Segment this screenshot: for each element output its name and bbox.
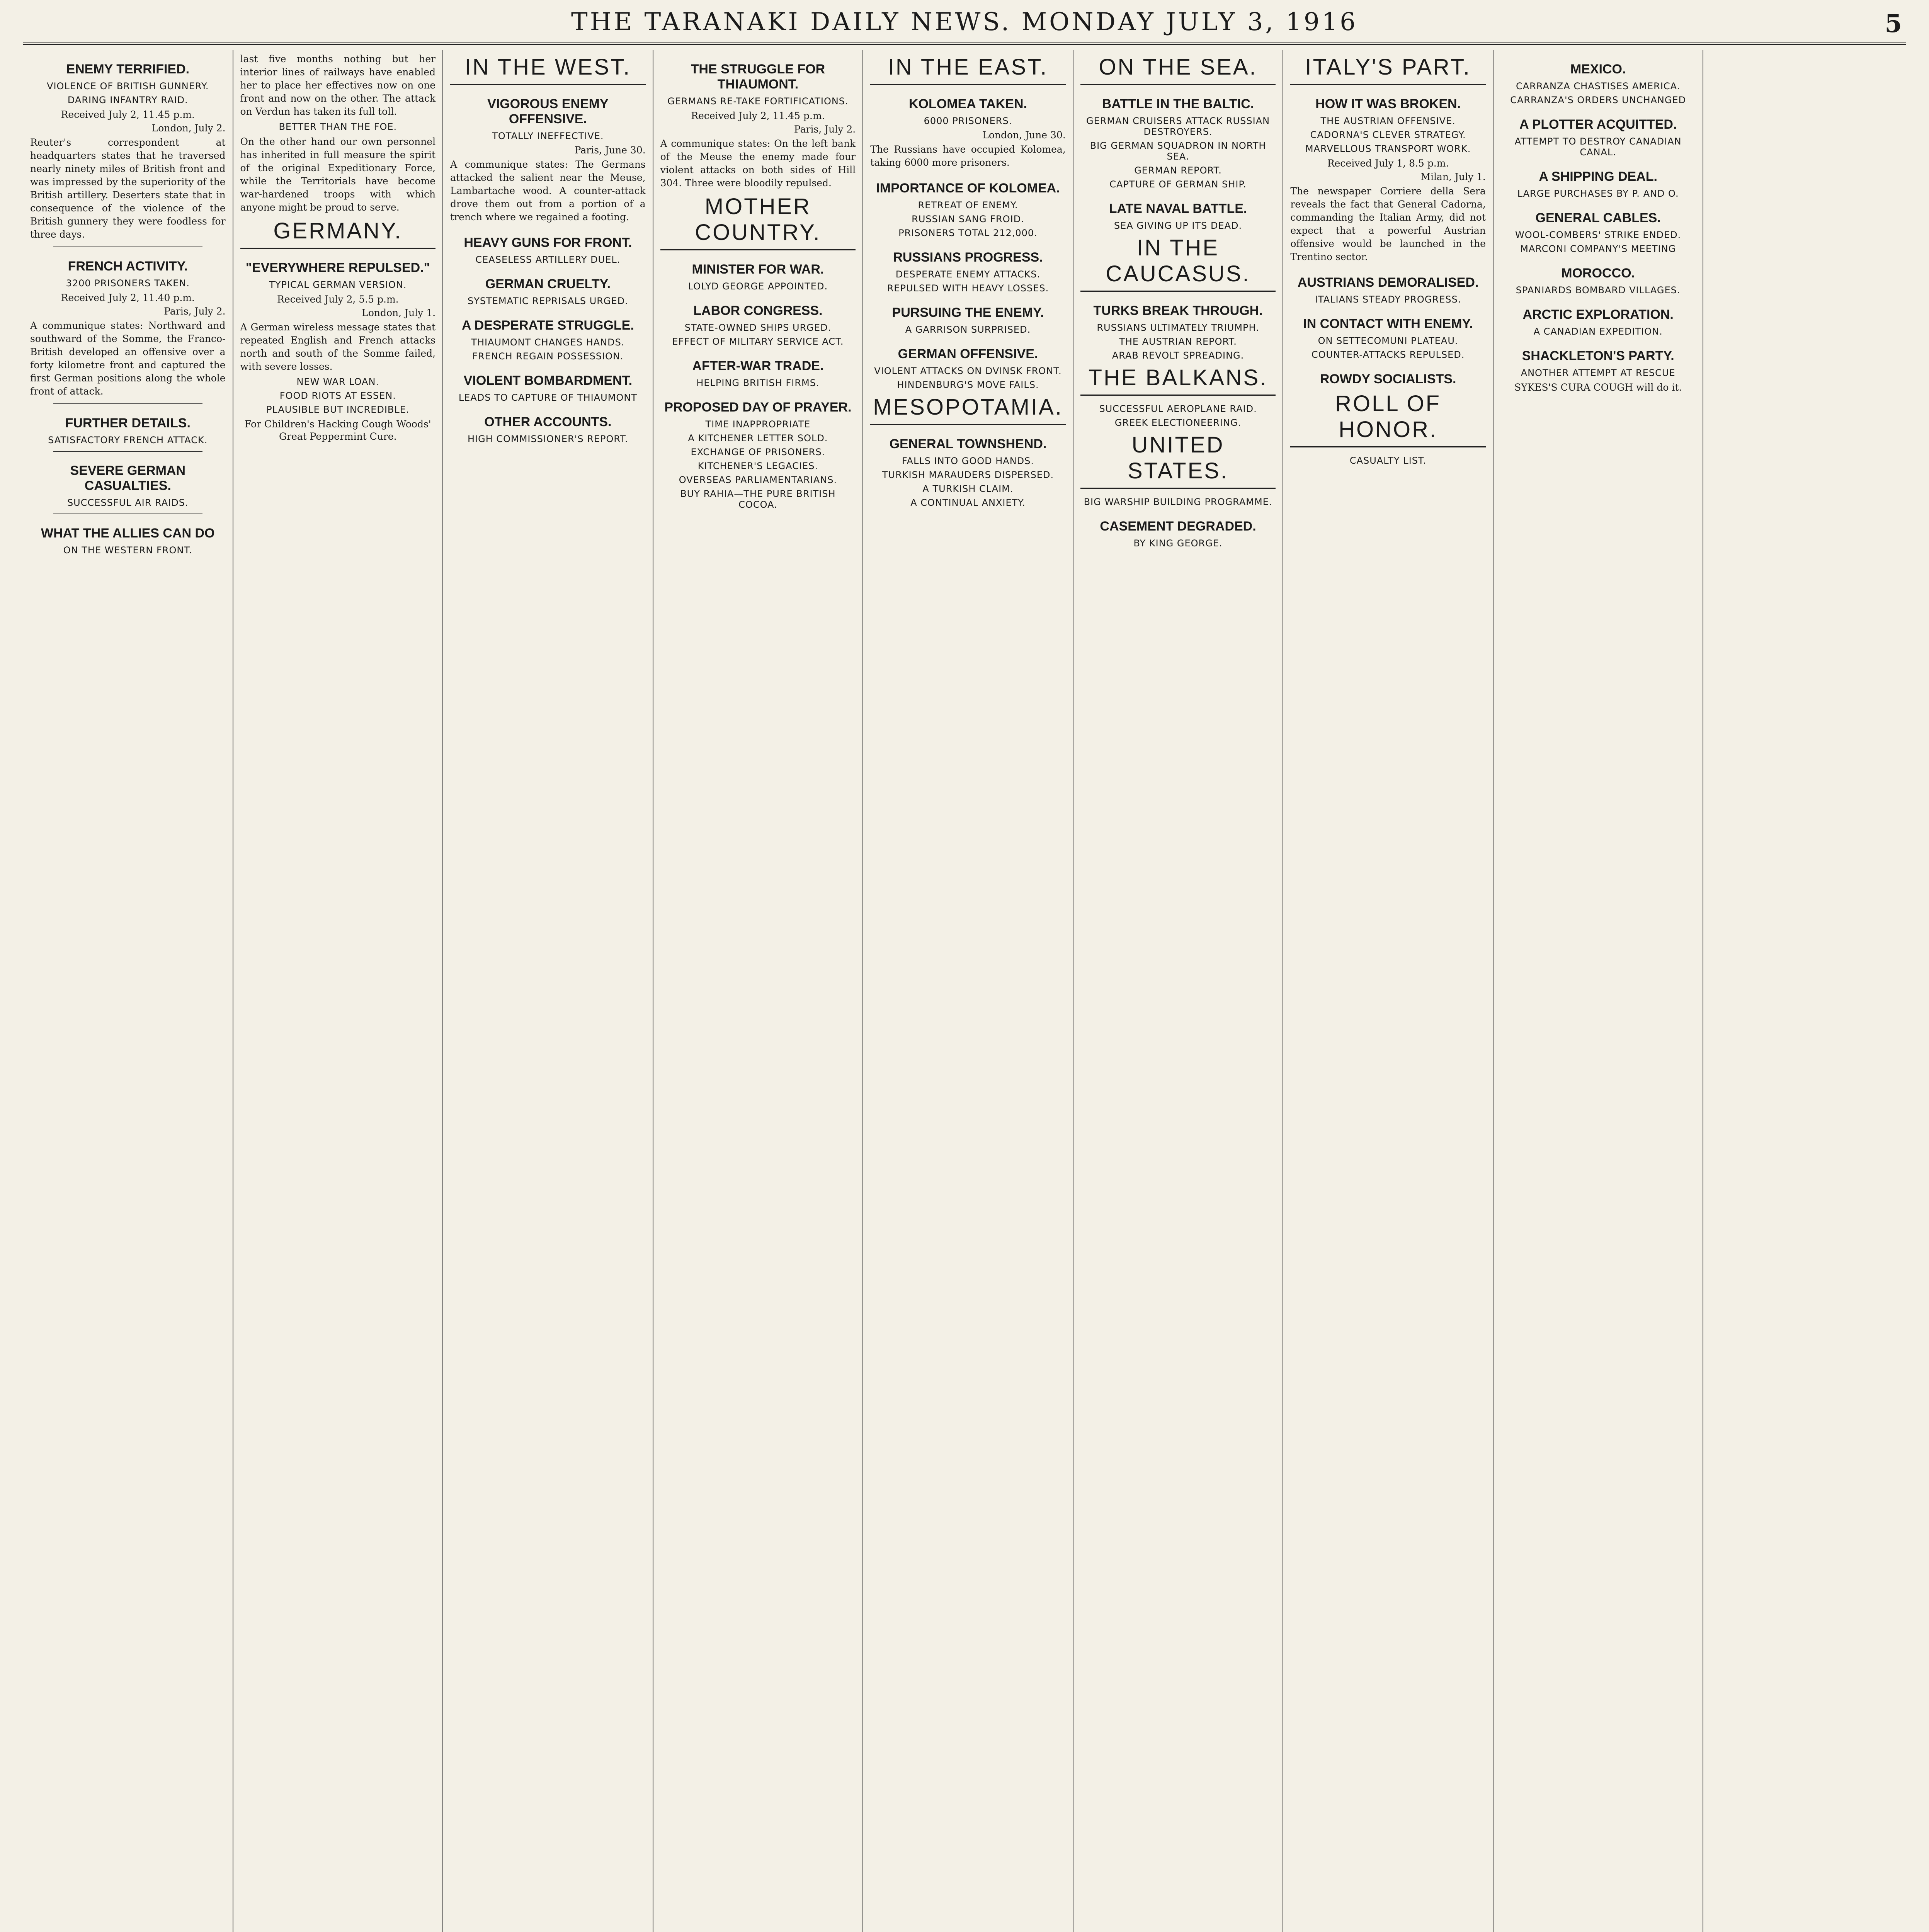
headline: A SHIPPING DEAL. (1539, 169, 1657, 184)
place-line: Paris, July 2. (794, 124, 856, 135)
subheadline: DESPERATE ENEMY ATTACKS. (895, 269, 1041, 280)
subheadline: LARGE PURCHASES BY P. AND O. (1517, 188, 1679, 199)
newspaper-title: THE TARANAKI DAILY NEWS. MONDAY JULY 3, 1916 (571, 8, 1358, 36)
headline: AFTER-WAR TRADE. (692, 359, 824, 373)
subheadline: COUNTER-ATTACKS REPULSED. (1311, 349, 1465, 360)
section-heading: IN THE EAST. (870, 54, 1066, 85)
place-line: Paris, July 2. (164, 306, 226, 317)
subheadline: TYPICAL GERMAN VERSION. (269, 279, 407, 290)
subheadline: 3200 PRISONERS TAKEN. (66, 278, 190, 289)
place-line: Paris, June 30. (574, 145, 646, 156)
subheadline: SEA GIVING UP ITS DEAD. (1114, 220, 1242, 231)
headline: LABOR CONGRESS. (693, 303, 823, 318)
subheadline: ON THE WESTERN FRONT. (63, 545, 192, 556)
headline: VIGOROUS ENEMY OFFENSIVE. (487, 97, 609, 126)
section-heading: GERMANY. (240, 218, 436, 249)
subheadline: MARVELLOUS TRANSPORT WORK. (1305, 143, 1471, 154)
headline: ROWDY SOCIALISTS. (1320, 372, 1456, 386)
subheadline: 6000 PRISONERS. (924, 116, 1012, 126)
section-heading: ITALY'S PART. (1290, 54, 1486, 85)
article-body: A communique states: The Germans attacked the salient near the Meuse, Lambartache wood. A counter-attack drove them out from a portion of a trench where we regained a footing. (450, 159, 646, 223)
dateline: Received July 2, 11.40 p.m. (61, 292, 195, 303)
subheadline: TURKISH MARAUDERS DISPERSED. (882, 469, 1054, 480)
column-2 (233, 50, 444, 1932)
subheadline: CARRANZA CHASTISES AMERICA. (1516, 81, 1681, 92)
headline: CASEMENT DEGRADED. (1100, 519, 1256, 534)
subheadline: RUSSIANS ULTIMATELY TRIUMPH. (1097, 322, 1259, 333)
section-heading: ROLL OF HONOR. (1290, 391, 1486, 447)
subheadline: FOOD RIOTS AT ESSEN. (279, 390, 396, 401)
headline: SEVERE GERMAN CASUALTIES. (70, 463, 186, 493)
subheadline: BY KING GEORGE. (1133, 538, 1223, 549)
subheadline: LOLYD GEORGE APPOINTED. (688, 281, 828, 292)
subheadline: MARCONI COMPANY'S MEETING (1520, 243, 1676, 254)
columns (23, 50, 1914, 1932)
subheadline: GREEK ELECTIONEERING. (1114, 417, 1242, 428)
dateline: Received July 2, 11.45 p.m. (61, 109, 195, 120)
headline: PROPOSED DAY OF PRAYER. (664, 400, 852, 415)
column-6 (1073, 50, 1284, 1932)
headline: GERMAN CRUELTY. (485, 277, 611, 291)
subheadline: NEW WAR LOAN. (296, 376, 379, 387)
subheadline: VIOLENT ATTACKS ON DVINSK FRONT. (874, 366, 1062, 376)
subheadline: HELPING BRITISH FIRMS. (696, 378, 820, 388)
place-line: London, July 1. (362, 307, 436, 318)
column-7 (1283, 50, 1494, 1932)
dateline: Received July 2, 11.45 p.m. (691, 110, 825, 121)
subheadline: DARING INFANTRY RAID. (67, 95, 188, 105)
place-line: London, July 2. (151, 122, 226, 134)
subheadline: WOOL-COMBERS' STRIKE ENDED. (1515, 230, 1681, 240)
subheadline: A CANADIAN EXPEDITION. (1533, 326, 1663, 337)
subheadline: SATISFACTORY FRENCH ATTACK. (48, 435, 208, 446)
article-body: Reuter's correspondent at headquarters states that he traversed nearly ninety miles of British front and was impressed by the superiority of the British artillery. Deserters state that in consequence of the violence of the British gunnery they were foodless for three days. (30, 137, 226, 240)
headline: MEXICO. (1570, 62, 1626, 77)
section-heading: ON THE SEA. (1080, 54, 1276, 85)
headline: HOW IT WAS BROKEN. (1315, 97, 1461, 111)
article-body: A communique states: Northward and southward of the Somme, the Franco-British developed an offensive over a forty kilometre front and captured the first German positions along the whole front of attack. (30, 320, 226, 397)
dateline: Received July 1, 8.5 p.m. (1327, 158, 1449, 169)
headline: TURKS BREAK THROUGH. (1093, 303, 1263, 318)
subheadline: HIGH COMMISSIONER'S REPORT. (467, 434, 628, 444)
article-body: The newspaper Corriere della Sera reveals the fact that General Cadorna, commanding the Italian Army, did not expect that a powerful Austrian offensive would be launched in the Trentino sector. (1290, 185, 1486, 262)
subheadline: PRISONERS TOTAL 212,000. (898, 228, 1038, 238)
headline: OTHER ACCOUNTS. (484, 415, 612, 429)
headline: KOLOMEA TAKEN. (909, 97, 1027, 111)
headline: THE STRUGGLE FOR THIAUMONT. (691, 62, 825, 92)
subheadline: CARRANZA'S ORDERS UNCHANGED (1510, 95, 1686, 105)
page-number: 5 (1885, 9, 1902, 38)
headline: FURTHER DETAILS. (65, 416, 191, 430)
advertisement: SYKES'S CURA COUGH will do it. (1514, 382, 1682, 393)
subheadline: SYSTEMATIC REPRISALS URGED. (467, 296, 628, 306)
headline: "EVERYWHERE REPULSED." (245, 260, 430, 275)
subheadline: CAPTURE OF GERMAN SHIP. (1109, 179, 1247, 190)
subheadline: ITALIANS STEADY PROGRESS. (1315, 294, 1461, 305)
headline: IN CONTACT WITH ENEMY. (1303, 316, 1473, 331)
headline: FRENCH ACTIVITY. (68, 259, 188, 274)
subheadline: FALLS INTO GOOD HANDS. (902, 456, 1034, 466)
headline: VIOLENT BOMBARDMENT. (463, 373, 633, 388)
article-body: A communique states: On the left bank of the Meuse the enemy made four violent attacks on both sides of Hill 304. Three were bloodily repulsed. (660, 138, 856, 189)
subheadline: VIOLENCE OF BRITISH GUNNERY. (47, 81, 209, 92)
subheadline: THIAUMONT CHANGES HANDS. (471, 337, 625, 348)
subheadline: CEASELESS ARTILLERY DUEL. (475, 254, 621, 265)
headline: RUSSIANS PROGRESS. (893, 250, 1043, 265)
subheadline: PLAUSIBLE BUT INCREDIBLE. (266, 404, 410, 415)
article-body: A German wireless message states that repeated English and French attacks north and south of the Somme failed, with severe losses. (240, 321, 436, 372)
column-8 (1494, 50, 1704, 1932)
subheadline: THE AUSTRIAN REPORT. (1119, 336, 1237, 347)
subheadline: REPULSED WITH HEAVY LOSSES. (887, 283, 1049, 294)
subheadline: EFFECT OF MILITARY SERVICE ACT. (672, 336, 844, 347)
headline: LATE NAVAL BATTLE. (1109, 201, 1247, 216)
masthead (23, 8, 1906, 45)
headline: WHAT THE ALLIES CAN DO (41, 526, 215, 541)
subheadline: A CONTINUAL ANXIETY. (910, 497, 1026, 508)
subheadline: GERMAN CRUISERS ATTACK RUSSIAN DESTROYERS. (1086, 116, 1270, 137)
headline: BATTLE IN THE BALTIC. (1102, 97, 1254, 111)
subheadline: RETREAT OF ENEMY. (918, 200, 1018, 211)
subheadline: A GARRISON SURPRISED. (905, 324, 1031, 335)
headline: ENEMY TERRIFIED. (66, 62, 190, 77)
column-3 (443, 50, 653, 1932)
headline: IMPORTANCE OF KOLOMEA. (876, 181, 1060, 196)
subheadline: TIME INAPPROPRIATE (705, 419, 811, 430)
subheadline: THE AUSTRIAN OFFENSIVE. (1320, 116, 1456, 126)
column-1 (23, 50, 233, 1932)
subheadline: FRENCH REGAIN POSSESSION. (472, 351, 624, 362)
headline: MOROCCO. (1561, 266, 1635, 281)
subheadline: GERMAN REPORT. (1134, 165, 1222, 176)
subheadline: RUSSIAN SANG FROID. (912, 214, 1024, 224)
section-heading: MOTHER COUNTRY. (660, 194, 856, 250)
article-body: The Russians have occupied Kolomea, taking 6000 more prisoners. (870, 144, 1066, 168)
subheadline: A TURKISH CLAIM. (922, 483, 1014, 494)
subheadline: A KITCHENER LETTER SOLD. (688, 433, 828, 444)
subheadline: SPANIARDS BOMBARD VILLAGES. (1516, 285, 1681, 296)
article-body: On the other hand our own personnel has inherited in full measure the spirit of the original Expeditionary Force, while the Territorials have become war-hardened troops with which anyone might be proud to serve. (240, 136, 436, 213)
column-4 (653, 50, 864, 1932)
advertisement: BUY RAHIA—THE PURE BRITISH COCOA. (680, 488, 836, 510)
subheadline: LEADS TO CAPTURE OF THIAUMONT (458, 392, 637, 403)
subheadline: OVERSEAS PARLIAMENTARIANS. (679, 474, 837, 485)
subheadline: ARAB REVOLT SPREADING. (1112, 350, 1244, 361)
subheadline: ON SETTECOMUNI PLATEAU. (1318, 335, 1458, 346)
subheadline: BIG GERMAN SQUADRON IN NORTH SEA. (1090, 140, 1266, 162)
section-heading: THE BALKANS. (1080, 365, 1276, 396)
subheadline: GERMANS RE-TAKE FORTIFICATIONS. (667, 96, 849, 107)
subheadline: BETTER THAN THE FOE. (279, 121, 397, 132)
subheadline: BIG WARSHIP BUILDING PROGRAMME. (1084, 497, 1272, 507)
article-body: last five months nothing but her interior lines of railways have enabled her to place her effectives now on one front and now on the other. The attack on Verdun has taken its full toll. (240, 53, 436, 117)
section-heading: IN THE WEST. (450, 54, 646, 85)
subheadline: CASUALTY LIST. (1349, 455, 1427, 466)
section-heading: IN THE CAUCASUS. (1080, 235, 1276, 292)
place-line: London, June 30. (982, 129, 1066, 141)
subheadline: ANOTHER ATTEMPT AT RESCUE (1521, 367, 1676, 378)
headline: MINISTER FOR WAR. (692, 262, 824, 277)
column-5 (863, 50, 1073, 1932)
headline: GENERAL CABLES. (1535, 211, 1661, 225)
subheadline: ATTEMPT TO DESTROY CANADIAN CANAL. (1514, 136, 1682, 158)
subheadline: EXCHANGE OF PRISONERS. (691, 447, 825, 457)
subheadline: SUCCESSFUL AEROPLANE RAID. (1099, 403, 1257, 414)
advertisement: For Children's Hacking Cough Woods' Great Peppermint Cure. (244, 418, 431, 442)
section-heading: UNITED STATES. (1080, 432, 1276, 489)
headline: A DESPERATE STRUGGLE. (461, 318, 634, 333)
subheadline: SUCCESSFUL AIR RAIDS. (67, 497, 189, 508)
headline: A PLOTTER ACQUITTED. (1519, 117, 1677, 132)
headline: ARCTIC EXPLORATION. (1522, 307, 1674, 322)
section-heading: MESOPOTAMIA. (870, 394, 1066, 425)
headline: SHACKLETON'S PARTY. (1522, 349, 1674, 363)
headline: GENERAL TOWNSHEND. (889, 437, 1047, 451)
headline: AUSTRIANS DEMORALISED. (1297, 275, 1479, 290)
subheadline: CADORNA'S CLEVER STRATEGY. (1310, 129, 1466, 140)
subheadline: TOTALLY INEFFECTIVE. (492, 131, 604, 141)
headline: HEAVY GUNS FOR FRONT. (464, 235, 632, 250)
column-9 (1703, 50, 1914, 1932)
dateline: Received July 2, 5.5 p.m. (277, 294, 399, 305)
subheadline: HINDENBURG'S MOVE FAILS. (897, 379, 1039, 390)
subheadline: KITCHENER'S LEGACIES. (697, 461, 818, 471)
headline: PURSUING THE ENEMY. (892, 305, 1044, 320)
place-line: Milan, July 1. (1420, 171, 1486, 182)
headline: GERMAN OFFENSIVE. (898, 347, 1038, 361)
subheadline: STATE-OWNED SHIPS URGED. (684, 322, 832, 333)
